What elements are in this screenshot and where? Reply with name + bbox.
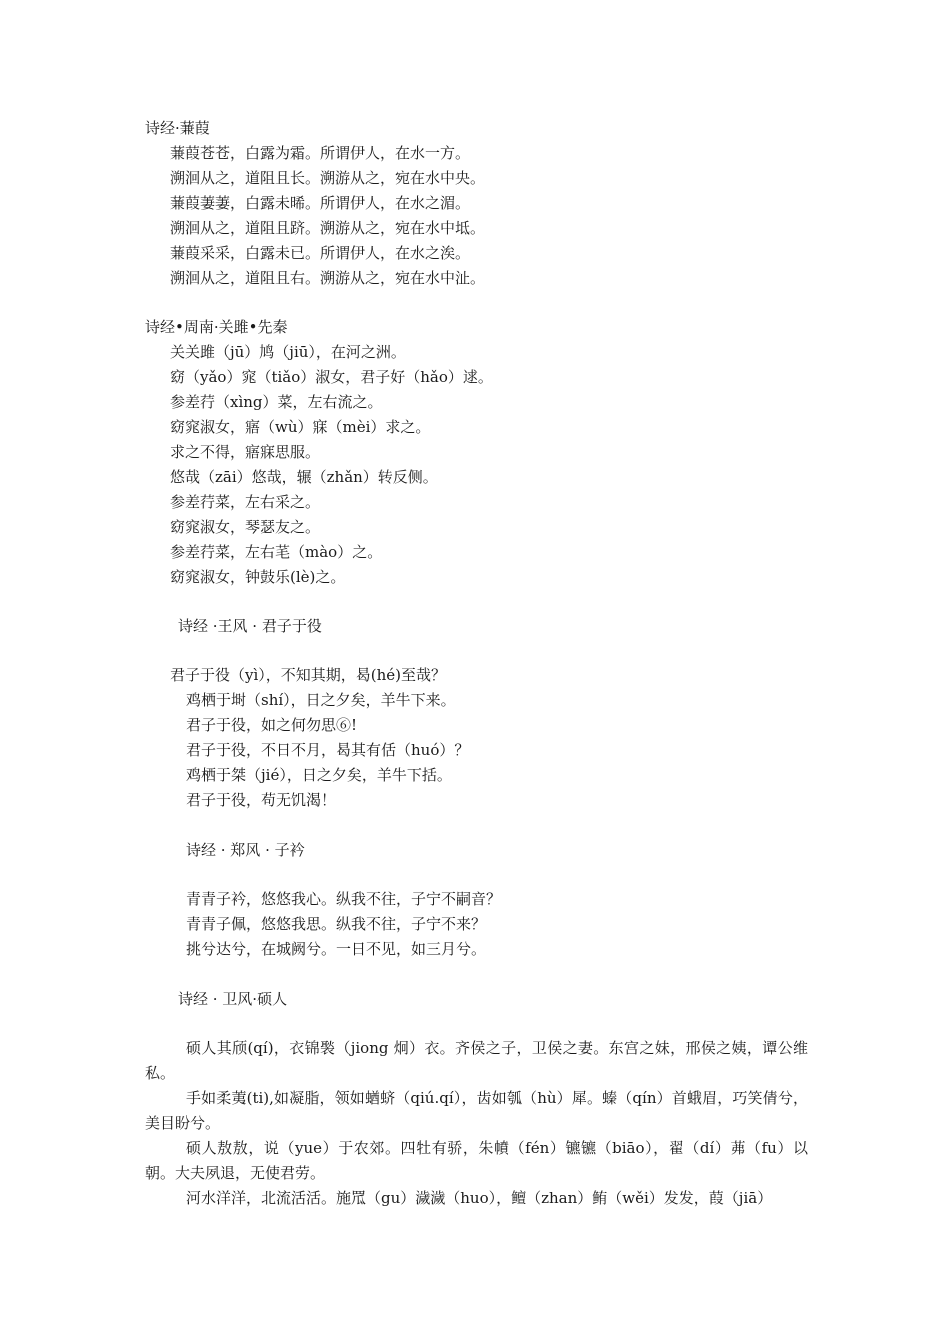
poem-line: 青青子衿，悠悠我心。纵我不往，子宁不嗣音？ bbox=[186, 890, 502, 908]
poem-paragraph: 手如柔荑(ti),如凝脂，领如蝤蛴（qiú.qí），齿如瓠（hù）犀。螓（qín）首蛾眉，巧笑倩兮，美目盼兮。 bbox=[145, 1089, 808, 1132]
poem-line: 青青子佩，悠悠我思。纵我不往，子宁不来？ bbox=[186, 915, 487, 933]
poem-line: 蒹葭采采，白露未已。所谓伊人，在水之涘。 bbox=[170, 244, 471, 262]
poem-line: 君子于役，苟无饥渴！ bbox=[186, 791, 337, 809]
poem-title: 诗经 ·王风 · 君子于役 bbox=[178, 617, 322, 635]
poem-paragraph: 河水洋洋，北流活活。施罛（gu）濊濊（huo），鳣（zhan）鲔（wěi）发发，葭（jiā） bbox=[186, 1189, 773, 1207]
poem-line: 蒹葭萋萋，白露未晞。所谓伊人，在水之湄。 bbox=[170, 194, 471, 212]
poem-line: 鸡栖于埘（shí），日之夕矣，羊牛下来。 bbox=[186, 691, 456, 709]
poem-line: 蒹葭苍苍，白露为霜。所谓伊人，在水一方。 bbox=[170, 144, 471, 162]
poem-paragraph: 硕人敖敖，说（yue）于农郊。四牡有骄，朱幩（fén）镳镳（biāo），翟（dí）茀（fu）以朝。大夫夙退，无使君劳。 bbox=[145, 1139, 808, 1182]
poem-line: 溯洄从之，道阻且跻。溯游从之，宛在水中坻。 bbox=[170, 219, 486, 237]
poem-title: 诗经 · 卫风·硕人 bbox=[178, 990, 288, 1008]
poem-paragraph: 硕人其颀(qí)，衣锦褧（jiong 炯）衣。齐侯之子，卫侯之妻。东宫之妹，邢侯之姨，谭公维私。 bbox=[145, 1039, 808, 1082]
poem-line: 窈窕淑女，寤（wù）寐（mèi）求之。 bbox=[170, 418, 431, 436]
poem-line: 窈窕淑女，琴瑟友之。 bbox=[170, 518, 321, 536]
poem-title: 诗经•周南·关雎•先秦 bbox=[145, 318, 288, 336]
poem-line: 关关雎（jū）鸠（jiū），在河之洲。 bbox=[170, 343, 406, 361]
poem-line: 溯洄从之，道阻且长。溯游从之，宛在水中央。 bbox=[170, 169, 486, 187]
poem-line: 参差荇（xìng）菜，左右流之。 bbox=[170, 393, 383, 411]
poem-line: 溯洄从之，道阻且右。溯游从之，宛在水中沚。 bbox=[170, 269, 486, 287]
poem-line: 鸡栖于桀（jié），日之夕矣，羊牛下括。 bbox=[186, 766, 452, 784]
poem-title: 诗经·蒹葭 bbox=[145, 119, 210, 137]
poem-title: 诗经 · 郑风 · 子衿 bbox=[186, 841, 305, 859]
poem-line: 君子于役，不日不月，曷其有佸（huó）？ bbox=[186, 741, 470, 759]
poem-line: 窈窕淑女，钟鼓乐(lè)之。 bbox=[170, 568, 346, 586]
poem-line: 求之不得，寤寐思服。 bbox=[170, 443, 321, 461]
poem-line: 窈（yǎo）窕（tiǎo）淑女，君子好（hǎo）逑。 bbox=[170, 368, 493, 386]
poem-line: 挑兮达兮，在城阙兮。一日不见，如三月兮。 bbox=[186, 940, 487, 958]
poem-line: 参差荇菜，左右芼（mào）之。 bbox=[170, 543, 383, 561]
poem-line: 悠哉（zāi）悠哉，辗（zhǎn）转反侧。 bbox=[170, 468, 438, 486]
poem-line: 君子于役，如之何勿思⑥! bbox=[186, 716, 358, 734]
poem-line: 参差荇菜，左右采之。 bbox=[170, 493, 321, 511]
poem-line: 君子于役（yì），不知其期，曷(hé)至哉？ bbox=[170, 666, 447, 684]
